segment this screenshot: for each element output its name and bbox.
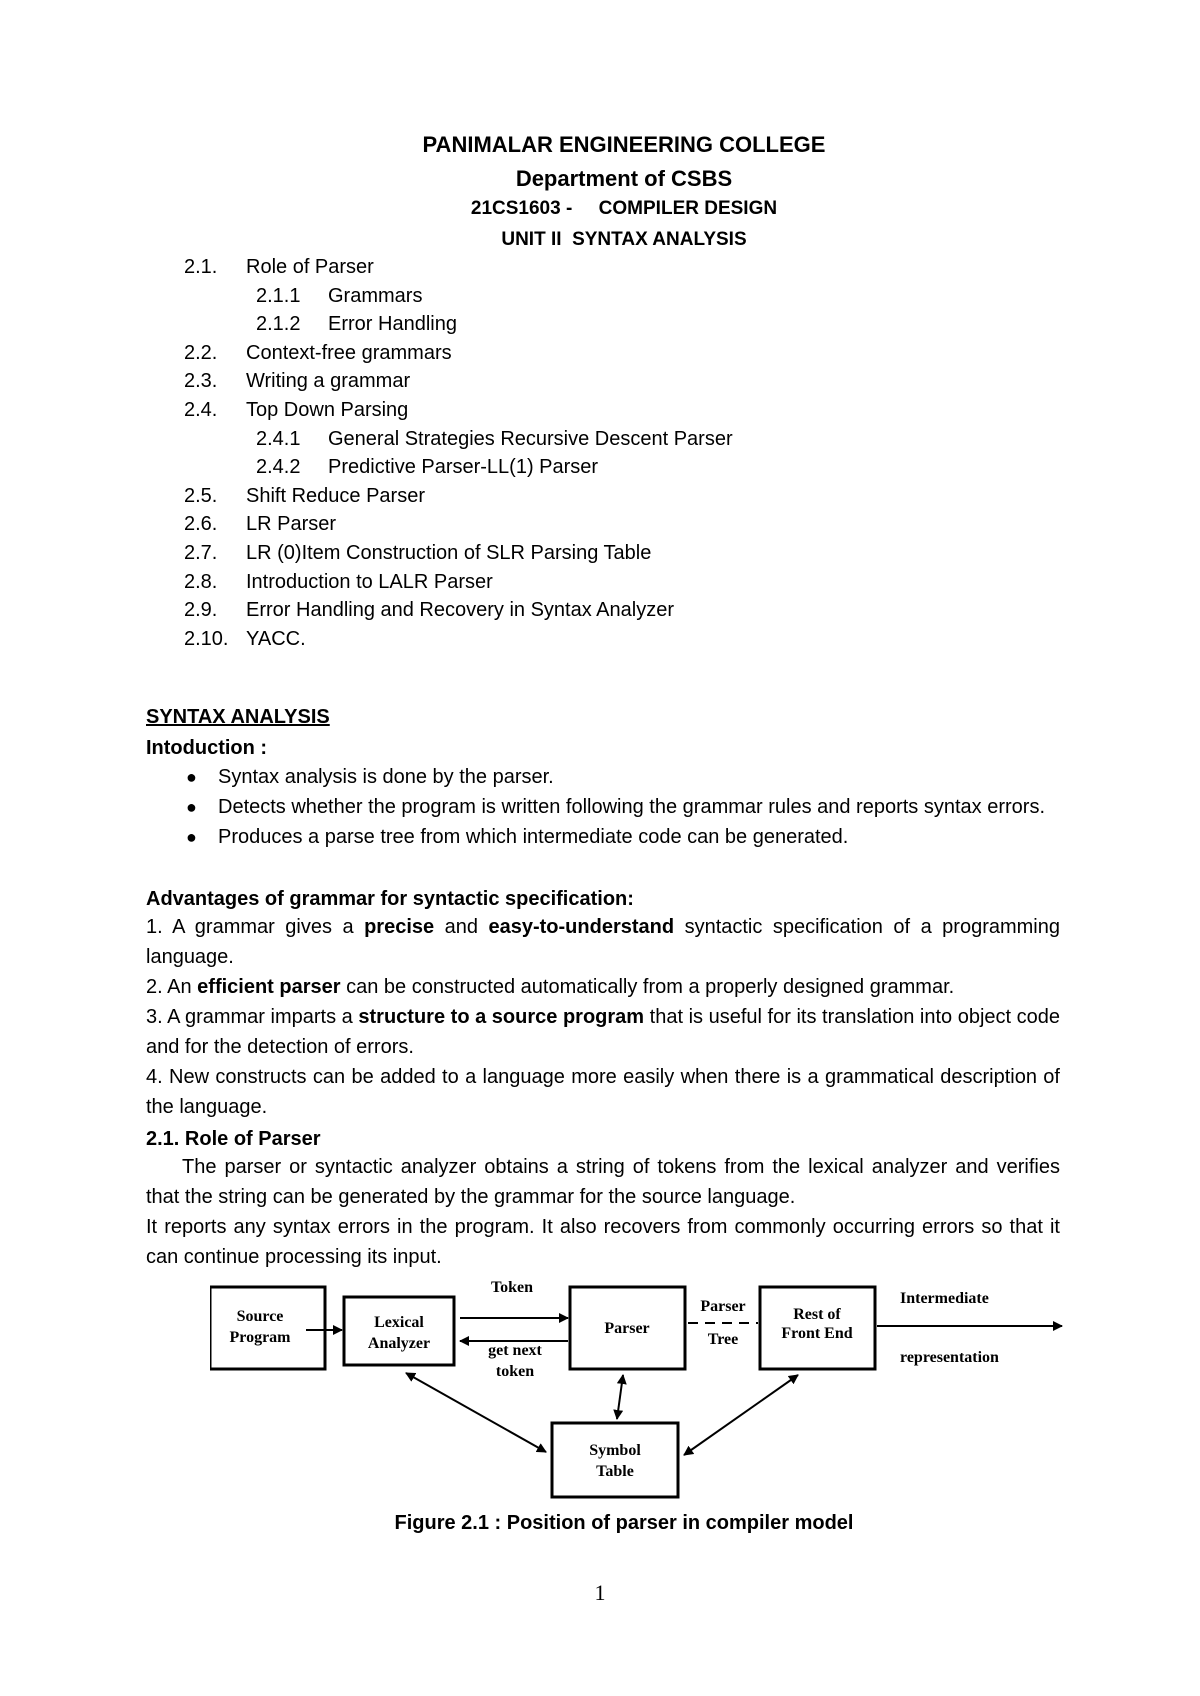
parser-tree-label-line2: Tree [707,1331,739,1348]
bullet-icon: ● [186,827,197,847]
lexical-analyzer-box [344,1297,454,1365]
advantage-1: 1. A grammar gives a precise and easy-to-understand syntactic specification of a programming language. [146,916,1060,968]
toc-number: 2.3. [184,370,218,393]
advantage-2: 2. An efficient parser can be constructed automatically from a properly designed grammar. [146,976,955,998]
section-title: SYNTAX ANALYSIS [146,706,330,728]
token-label: Token [490,1279,534,1296]
toc-number: 2.1. [184,256,218,278]
parser-tree-label-line1: Parser [700,1298,746,1315]
parser-box [210,1287,325,1369]
source-label-line1: Source [236,1308,284,1325]
bullet-icon: ● [186,797,197,817]
advantages-title: Advantages of grammar for syntactic specification: [146,888,634,910]
toc-title: LR (0)Item Construction of SLR Parsing Table [246,542,652,564]
toc-title: Writing a grammar [246,370,411,393]
role-of-parser-title: 2.1. Role of Parser [146,1128,321,1150]
toc-title: General Strategies Recursive Descent Parser [328,427,733,450]
lexical-label-line1: Lexical [374,1314,424,1331]
advantage-4: 4. New constructs can be added to a language more easily when there is a grammatical description of the language. [146,1066,1060,1118]
toc-number: 2.5. [184,484,218,507]
college-title: PANIMALAR ENGINEERING COLLEGE [422,132,826,157]
toc-number: 2.1.1 [256,284,301,307]
toc-number: 2.4.1 [256,427,301,450]
department-title: Department of CSBS [515,166,733,191]
representation-label: representation [900,1349,999,1366]
toc-number: 2.4. [184,399,218,421]
toc-title: LR Parser [246,513,337,536]
toc-number: 2.8. [184,570,218,593]
toc-title: Error Handling and Recovery in Syntax Analyzer [246,599,674,622]
intro-label: Intoduction : [146,737,268,759]
bullet-icon: ● [186,767,197,787]
list-item: ● Syntax analysis is done by the parser. [146,762,1060,792]
toc-title: Predictive Parser-LL(1) Parser [328,456,599,479]
toc-number: 2.1.2 [256,313,301,336]
figure-caption: Figure 2.1 : Position of parser in compiler model [394,1512,854,1534]
toc-number: 2.2. [184,341,218,364]
course-title: 21CS1603 - COMPILER DESIGN [470,198,778,219]
role-paragraph-2: It reports any syntax errors in the program. It also recovers from commonly occurring errors so that it can continue processing its input. [146,1216,1060,1268]
intermediate-label: Intermediate [900,1290,989,1307]
lexical-label-line2: Analyzer [367,1335,431,1352]
toc-title: Role of Parser [246,256,374,278]
lexical-symbol-arrow [406,1373,546,1452]
rest-label-line2: Front End [781,1325,853,1342]
intro-bullet-list [146,762,1060,852]
toc-number: 2.10. [184,627,229,650]
list-item: ● Produces a parse tree from which intermediate code can be generated. [146,822,1060,852]
symbol-table-box [552,1423,678,1497]
parser-position-diagram [210,1275,1080,1515]
toc-number: 2.9. [184,599,218,622]
toc-title: YACC. [246,627,306,650]
rest-label-line1: Rest of [793,1306,841,1323]
toc-title: Grammars [328,284,423,307]
toc-title: Top Down Parsing [246,399,409,421]
toc-title: Shift Reduce Parser [246,484,425,507]
list-item: ● Detects whether the program is written following the grammar rules and reports syntax errors. [146,792,1060,822]
get-next-label-line2: token [495,1363,535,1380]
unit-title: UNIT II SYNTAX ANALYSIS [501,229,747,250]
get-next-label-line1: get next [488,1342,542,1359]
rest-symbol-arrow [684,1375,798,1455]
source-label-line2: Program [229,1329,291,1346]
toc-title: Error Handling [328,313,457,336]
toc-number: 2.4.2 [256,456,301,479]
parser-label: Parser [604,1320,650,1337]
symbol-label-line2: Table [596,1463,634,1480]
toc-number: 2.7. [184,542,218,564]
toc-title: Context-free grammars [246,341,452,364]
symbol-label-line1: Symbol [589,1442,641,1459]
advantage-3: 3. A grammar imparts a structure to a source program that is useful for its translation into object code and for the detection of errors. [146,1006,1061,1058]
role-paragraph-1: The parser or syntactic analyzer obtains a string of tokens from the lexical analyzer and verifies that the string can be generated by the grammar for the source language. [146,1156,1060,1208]
toc-title: Introduction to LALR Parser [246,570,493,593]
parser-symbol-arrow [617,1375,623,1419]
page-number: 1 [594,1580,606,1605]
toc-number: 2.6. [184,513,218,536]
